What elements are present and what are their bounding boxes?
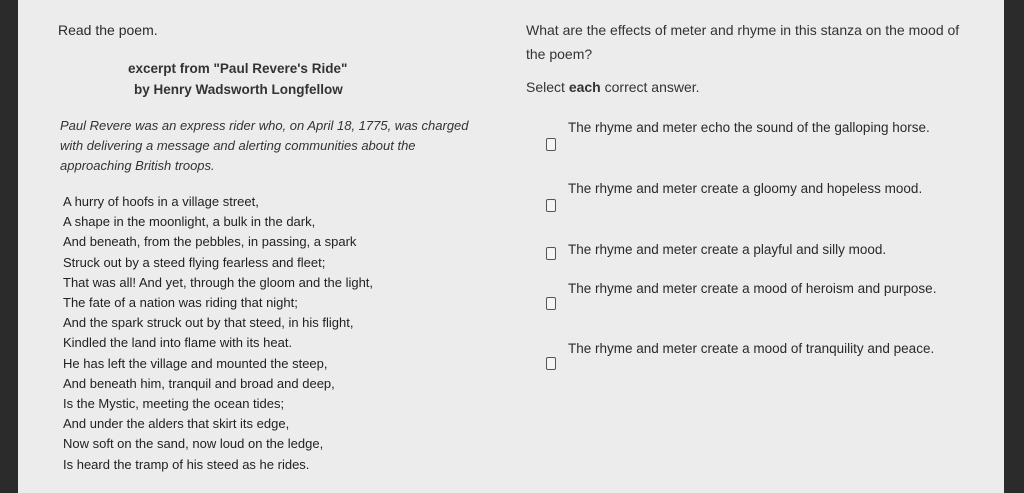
select-instruction — [526, 79, 700, 95]
poem-line: Now soft on the sand, now loud on the ledge, — [63, 436, 324, 452]
poem-line: Is heard the tramp of his steed as he rides. — [63, 456, 310, 472]
question-text: What are the effects of meter and rhyme in this stanza on the mood of the poem? — [526, 22, 960, 62]
poem-line: Struck out by a steed flying fearless and fleet; — [63, 254, 326, 270]
checkbox[interactable] — [546, 138, 556, 151]
answer-option-text: The rhyme and meter echo the sound of the galloping horse. — [568, 120, 930, 135]
excerpt-title: excerpt from "Paul Revere's Ride" — [128, 61, 348, 76]
poem-line: And beneath him, tranquil and broad and deep, — [63, 375, 335, 391]
passage-panel — [18, 0, 488, 493]
question-panel — [506, 0, 1004, 493]
checkbox[interactable] — [546, 199, 556, 212]
checkbox[interactable] — [546, 357, 556, 370]
page-frame — [18, 0, 1004, 493]
answer-option-text: The rhyme and meter create a mood of tranquility and peace. — [568, 341, 935, 356]
poem-line: A shape in the moonlight, a bulk in the dark, — [63, 214, 316, 230]
poem-line: Kindled the land into flame with its heat. — [63, 335, 293, 351]
select-emphasis: each — [568, 79, 601, 95]
checkbox[interactable] — [546, 247, 556, 260]
answer-option-text: The rhyme and meter create a mood of heroism and purpose. — [568, 281, 937, 296]
poem-line: A hurry of hoofs in a village street, — [63, 194, 259, 209]
poem-line: And the spark struck out by that steed, in his flight, — [63, 315, 354, 331]
poem-line: And under the alders that skirt its edge, — [63, 416, 290, 432]
answer-option-text: The rhyme and meter create a playful and silly mood. — [568, 242, 887, 257]
select-prefix: Select — [526, 79, 569, 95]
read-instruction: Read the poem. — [58, 22, 158, 38]
poem-line: That was all! And yet, through the gloom and the light, — [63, 274, 374, 290]
checkbox[interactable] — [546, 297, 556, 310]
passage-intro: Paul Revere was an express rider who, on April 18, 1775, was charged with delivering a message and alerting communities about the approaching British troops. — [60, 118, 469, 173]
poem-line: Is the Mystic, meeting the ocean tides; — [63, 396, 285, 412]
excerpt-heading — [128, 58, 428, 100]
select-suffix: correct answer. — [600, 79, 700, 95]
poem-line: And beneath, from the pebbles, in passing, a spark — [63, 234, 357, 250]
poem-line: The fate of a nation was riding that night; — [63, 295, 298, 311]
excerpt-author: by Henry Wadsworth Longfellow — [134, 82, 343, 97]
poem-text — [63, 192, 483, 475]
poem-line: He has left the village and mounted the steep, — [63, 355, 328, 371]
answer-option-text: The rhyme and meter create a gloomy and hopeless mood. — [568, 181, 923, 196]
